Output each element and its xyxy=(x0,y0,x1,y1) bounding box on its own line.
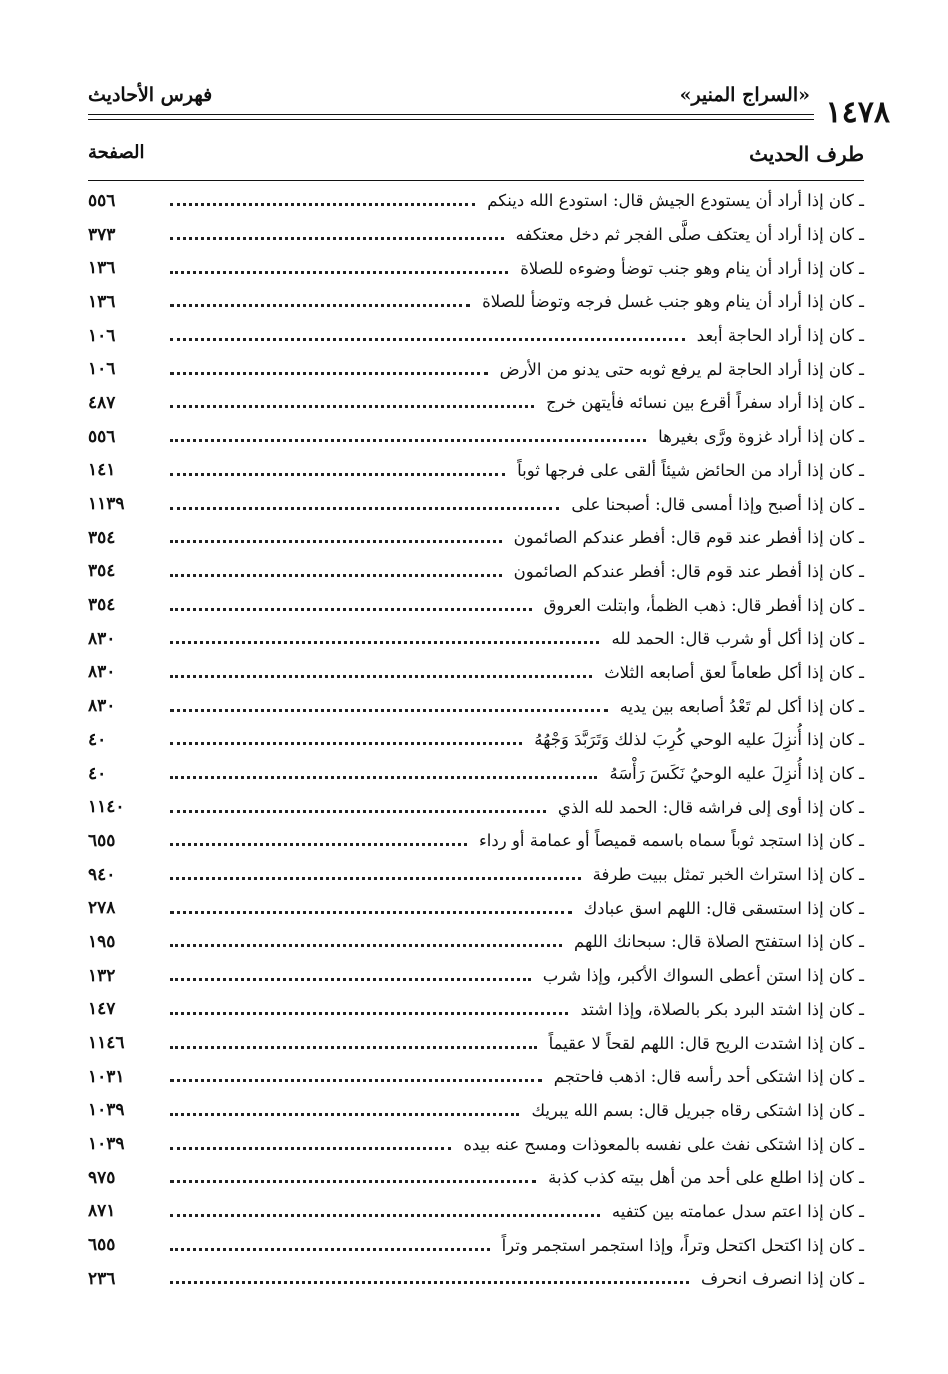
index-entry xyxy=(88,1228,864,1262)
index-entry xyxy=(88,959,864,993)
entry-page: ١٠٣١ xyxy=(88,1066,125,1087)
dot-leader xyxy=(170,507,559,510)
dot-leader xyxy=(170,405,534,408)
entry-page: ٦٥٥ xyxy=(88,830,116,851)
column-header-page: الصفحة xyxy=(88,142,145,163)
dot-leader xyxy=(170,271,508,274)
dot-leader xyxy=(170,1046,537,1049)
index-entry xyxy=(88,386,864,420)
entry-text: ـ كان إذا أُنزِلَ عليه الوحيُ نَكَسَ رَأْسَهُ xyxy=(609,764,864,784)
dot-leader xyxy=(170,843,467,846)
dot-leader xyxy=(170,1248,490,1251)
dot-leader xyxy=(170,944,562,947)
entry-text: ـ كان إذا أفطر قال: ذهب الظمأ، وابتلت العروق xyxy=(543,595,864,615)
dot-leader xyxy=(170,675,592,678)
entry-page: ١٠٣٩ xyxy=(88,1100,125,1121)
index-entry xyxy=(88,858,864,892)
entry-text: ـ كان إذا أراد من الحائض شيئاً ألقى على فرجها ثوباً xyxy=(517,460,864,480)
entry-text: ـ كان إذا اكتحل اكتحل وتراً، وإذا استجمر استجمر وتراً xyxy=(501,1235,864,1255)
entry-page: ٨٣٠ xyxy=(88,662,116,683)
entry-text: ـ كان إذا أكل طعاماً لعق أصابعه الثلاث xyxy=(604,662,864,682)
entry-text: ـ كان إذا استفتح الصلاة قال: سبحانك اللهم xyxy=(574,932,864,952)
entry-text: ـ كان إذا اشتكى أحد رأسه قال: اذهب فاحتجم xyxy=(553,1067,864,1087)
entry-page: ٦٥٥ xyxy=(88,1235,116,1256)
index-entry xyxy=(88,1094,864,1128)
entry-text: ـ كان إذا أوى إلى فراشه قال: الحمد لله الذي xyxy=(557,797,864,817)
index-entry xyxy=(88,285,864,319)
entry-text: ـ كان إذا استن أعطى السواك الأكبر، وإذا شرب xyxy=(542,966,864,986)
column-headers xyxy=(88,140,864,172)
index-entry xyxy=(88,1262,864,1296)
dot-leader xyxy=(170,203,475,206)
book-title: «السراج المنير» xyxy=(679,84,810,106)
section-title: فهرس الأحاديث xyxy=(88,84,213,106)
entry-page: ٣٥٤ xyxy=(88,527,116,548)
dot-leader xyxy=(170,1147,451,1150)
entry-text: ـ كان إذا اشتكى نفث على نفسه بالمعوذات ومسح عنه بيده xyxy=(463,1134,864,1154)
index-entry xyxy=(88,420,864,454)
index-entry xyxy=(88,925,864,959)
index-entry xyxy=(88,218,864,252)
entry-text: ـ كان إذا استجد ثوباً سماه باسمه قميصاً أو عمامة أو رداء xyxy=(479,831,864,851)
index-entry xyxy=(88,993,864,1027)
dot-leader xyxy=(170,1281,689,1284)
entry-page: ٨٣٠ xyxy=(88,628,116,649)
index-entry xyxy=(88,521,864,555)
index-entry xyxy=(88,1060,864,1094)
entry-text: ـ كان إذا أصبح وإذا أمسى قال: أصبحنا على xyxy=(571,494,864,514)
dot-leader xyxy=(170,304,470,307)
entry-page: ٨٣٠ xyxy=(88,696,116,717)
index-entry xyxy=(88,891,864,925)
entry-page: ١١٤٦ xyxy=(88,1033,125,1054)
dot-leader xyxy=(170,237,504,240)
index-entry xyxy=(88,555,864,589)
entry-text: ـ كان إذا أراد غزوة ورَّى بغيرها xyxy=(658,427,864,447)
column-header-hadith: طرف الحديث xyxy=(749,142,864,166)
entry-page: ٤٠ xyxy=(88,763,107,784)
entry-text: ـ كان إذا انصرف انحرف xyxy=(700,1269,864,1289)
index-entry xyxy=(88,656,864,690)
index-entry xyxy=(88,1161,864,1195)
index-entry xyxy=(88,588,864,622)
index-entry xyxy=(88,319,864,353)
dot-leader xyxy=(170,608,532,611)
entry-text: ـ كان إذا أراد الحاجة لم يرفع ثوبه حتى يدنو من الأرض xyxy=(499,359,864,379)
entry-page: ٩٧٥ xyxy=(88,1167,116,1188)
entry-page: ٩٤٠ xyxy=(88,864,116,885)
dot-leader xyxy=(170,1079,542,1082)
dot-leader xyxy=(170,1214,600,1217)
entry-page: ٣٥٤ xyxy=(88,561,116,582)
dot-leader xyxy=(170,776,597,779)
entry-text: ـ كان إذا اعتم سدل عمامته بين كتفيه xyxy=(611,1201,864,1221)
dot-leader xyxy=(170,1012,568,1015)
dot-leader xyxy=(170,1113,519,1116)
entry-text: ـ كان إذا اشتدت الريح قال: اللهم لقحاً لا عقيماً xyxy=(548,1033,864,1053)
index-entry xyxy=(88,352,864,386)
dot-leader xyxy=(170,911,572,914)
entry-page: ١١٣٩ xyxy=(88,494,125,515)
index-entry xyxy=(88,824,864,858)
dot-leader xyxy=(170,742,522,745)
entry-text: ـ كان إذا اشتكى رقاه جبريل قال: بسم الله يبريك xyxy=(531,1100,864,1120)
entry-page: ٥٥٦ xyxy=(88,190,116,211)
entry-text: ـ كان إذا استسقى قال: اللهم اسق عبادك xyxy=(583,898,864,918)
dot-leader xyxy=(170,641,599,644)
index-entry xyxy=(88,723,864,757)
index-entry xyxy=(88,251,864,285)
index-entry xyxy=(88,1127,864,1161)
header-rule-top xyxy=(88,114,814,115)
dot-leader xyxy=(170,810,546,813)
hadith-index-list xyxy=(88,184,864,1296)
dot-leader xyxy=(170,372,488,375)
dot-leader xyxy=(170,709,608,712)
dot-leader xyxy=(170,1180,536,1183)
entry-page: ١٤١ xyxy=(88,460,116,481)
dot-leader xyxy=(170,574,502,577)
entry-page: ١٣٦ xyxy=(88,258,116,279)
entry-page: ١١٤٠ xyxy=(88,797,125,818)
entry-text: ـ كان إذا أكل لم تَعْدُ أصابعه بين يديه xyxy=(619,696,864,716)
dot-leader xyxy=(170,978,531,981)
entry-page: ١٣٢ xyxy=(88,965,116,986)
entry-text: ـ كان إذا اشتد البرد بكر بالصلاة، وإذا اشتد xyxy=(580,999,864,1019)
index-entry xyxy=(88,454,864,488)
entry-text: ـ كان إذا أكل أو شرب قال: الحمد لله xyxy=(611,629,864,649)
entry-text: ـ كان إذا أراد أن يعتكف صلَّى الفجر ثم دخل معتكفه xyxy=(515,225,864,245)
index-entry xyxy=(88,689,864,723)
entry-page: ١٠٣٩ xyxy=(88,1134,125,1155)
column-header-rule xyxy=(88,180,864,181)
entry-text: ـ كان إذا استراث الخبر تمثل ببيت طرفة xyxy=(592,865,864,885)
dot-leader xyxy=(170,439,646,442)
entry-text: ـ كان إذا أُنزِلَ عليه الوحي كُرِبَ لذلك وَتَرَبَّدَ وَجْهُهُ xyxy=(534,730,864,750)
dot-leader xyxy=(170,473,505,476)
entry-page: ٢٣٦ xyxy=(88,1268,116,1289)
index-entry xyxy=(88,622,864,656)
entry-page: ٣٧٣ xyxy=(88,224,116,245)
dot-leader xyxy=(170,540,502,543)
page-number: ١٤٧٨ xyxy=(825,95,890,130)
entry-page: ٢٧٨ xyxy=(88,898,116,919)
entry-page: ٨٧١ xyxy=(88,1201,116,1222)
entry-text: ـ كان إذا أفطر عند قوم قال: أفطر عندكم الصائمون xyxy=(513,561,864,581)
entry-page: ٣٥٤ xyxy=(88,595,116,616)
index-entry xyxy=(88,1026,864,1060)
entry-page: ١٩٥ xyxy=(88,931,116,952)
index-entry xyxy=(88,757,864,791)
entry-page: ١٠٦ xyxy=(88,325,116,346)
entry-text: ـ كان إذا أراد أن ينام وهو جنب توضأ وضوءه للصلاة xyxy=(520,258,864,278)
index-entry xyxy=(88,790,864,824)
index-entry xyxy=(88,1195,864,1229)
entry-text: ـ كان إذا أراد سفراً أقرع بين نسائه فأيتهن خرج xyxy=(546,393,864,413)
entry-page: ١٠٦ xyxy=(88,359,116,380)
entry-page: ٤٠ xyxy=(88,729,107,750)
entry-text: ـ كان إذا أراد الحاجة أبعد xyxy=(696,326,864,346)
entry-text: ـ كان إذا اطلع على أحد من أهل بيته كذب كذبة xyxy=(548,1168,864,1188)
dot-leader xyxy=(170,877,581,880)
entry-page: ١٣٦ xyxy=(88,291,116,312)
entry-text: ـ كان إذا أراد أن ينام وهو جنب غسل فرجه وتوضأ للصلاة xyxy=(482,292,864,312)
entry-page: ٥٥٦ xyxy=(88,426,116,447)
entry-page: ١٤٧ xyxy=(88,999,116,1020)
index-entry xyxy=(88,184,864,218)
index-entry xyxy=(88,487,864,521)
header-rule-bottom xyxy=(88,119,814,120)
entry-text: ـ كان إذا أراد أن يستودع الجيش قال: استودع الله دينكم xyxy=(487,191,864,211)
entry-page: ٤٨٧ xyxy=(88,392,116,413)
entry-text: ـ كان إذا أفطر عند قوم قال: أفطر عندكم الصائمون xyxy=(513,528,864,548)
dot-leader xyxy=(170,338,685,341)
